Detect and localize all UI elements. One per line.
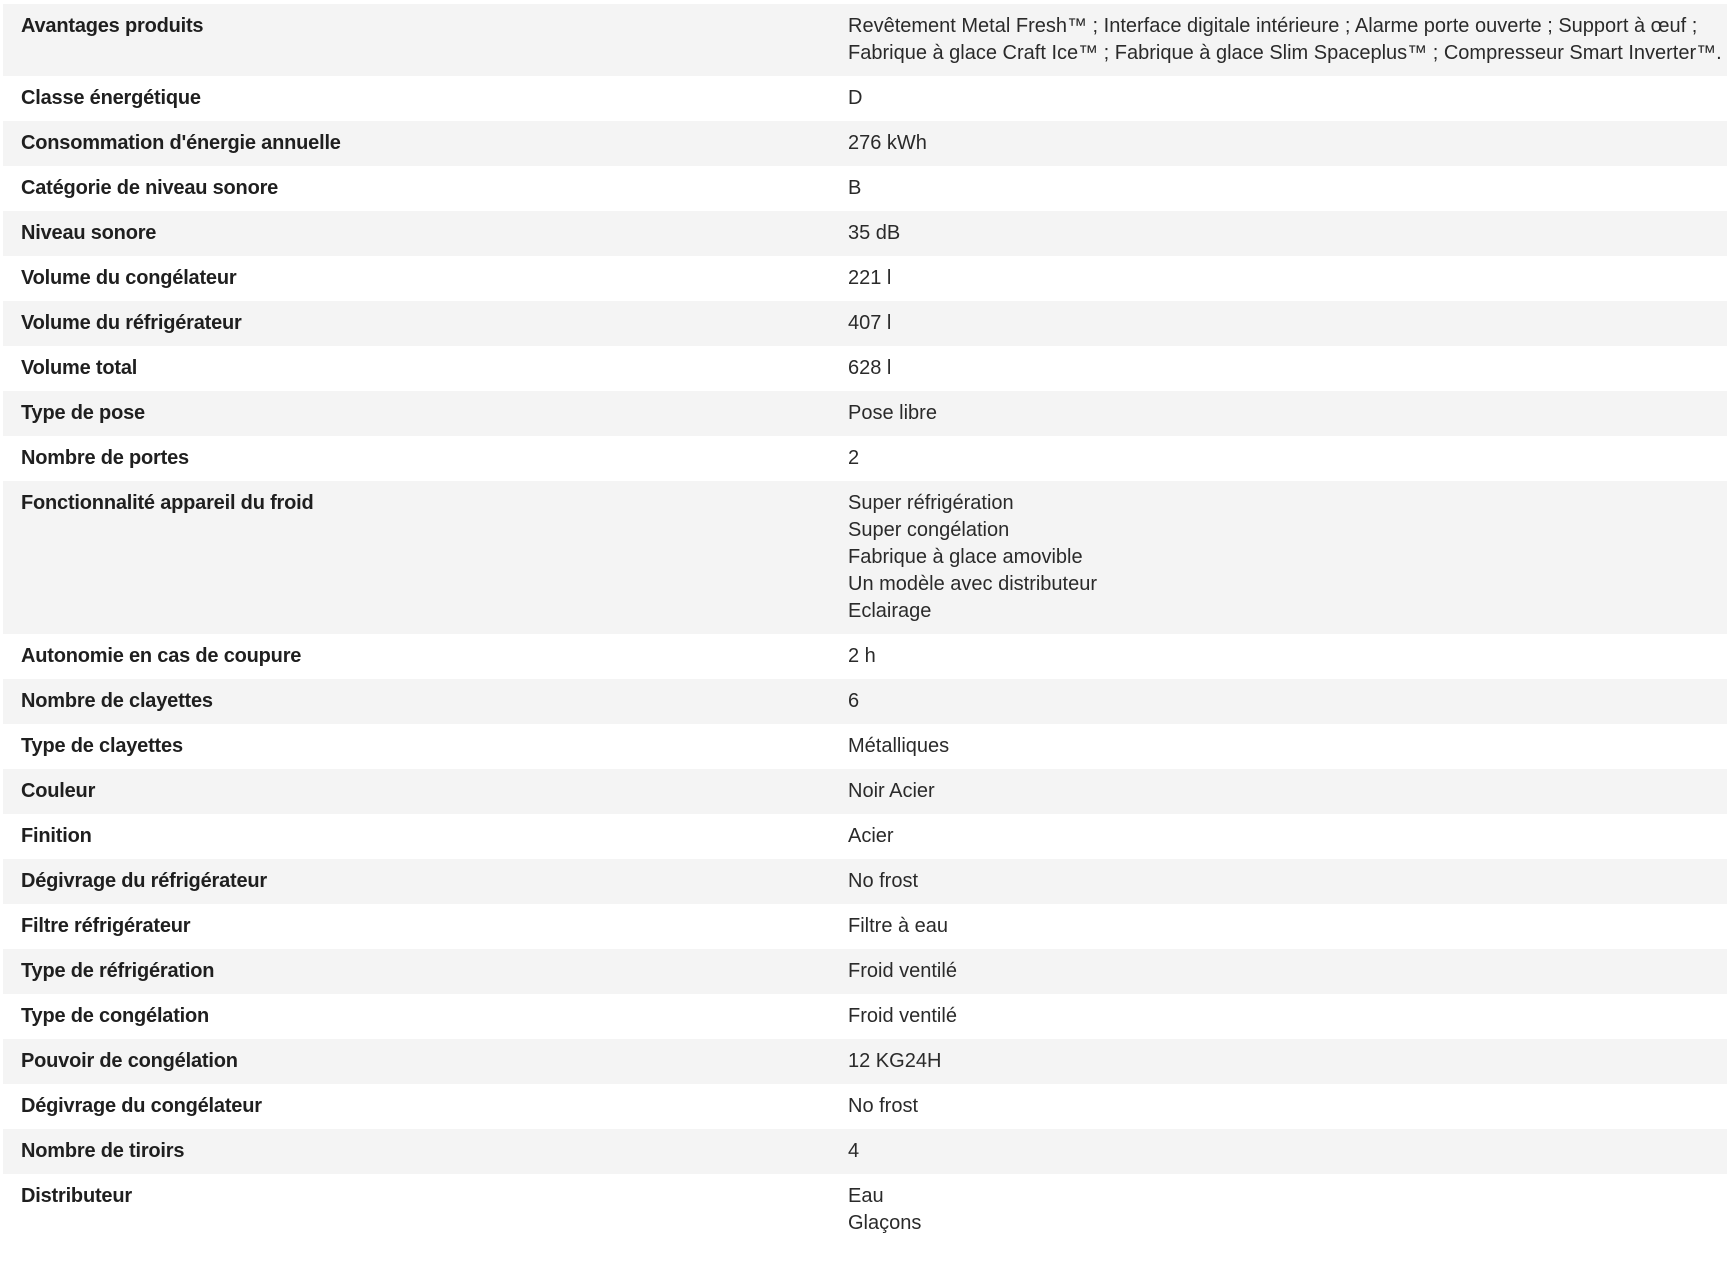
spec-value: 221 l (848, 267, 892, 289)
spec-row-nombre-de-tiroirs (3, 1129, 1727, 1174)
spec-value: Noir Acier (848, 780, 935, 802)
spec-row-categorie-niveau-sonore (3, 166, 1727, 211)
spec-label: Type de congélation (21, 1005, 210, 1027)
spec-value: Pose libre (848, 402, 937, 424)
spec-row-classe-energetique (3, 76, 1727, 121)
spec-row-nombre-de-portes (3, 436, 1727, 481)
spec-row-degivrage-refrigerateur (3, 859, 1727, 904)
spec-value: Acier (848, 825, 894, 847)
spec-label: Distributeur (21, 1185, 132, 1207)
spec-label: Pouvoir de congélation (21, 1050, 238, 1072)
spec-value: Eau Glaçons (848, 1185, 922, 1234)
spec-label: Type de réfrigération (21, 960, 215, 982)
spec-label: Couleur (21, 780, 96, 802)
spec-row-autonomie-coupure (3, 634, 1727, 679)
spec-row-volume-total (3, 346, 1727, 391)
spec-value: 2 (848, 447, 860, 469)
spec-value: 12 KG24H (848, 1050, 942, 1072)
spec-row-type-de-clayettes (3, 724, 1727, 769)
spec-label: Classe énergétique (21, 87, 201, 109)
spec-row-volume-congelateur (3, 256, 1727, 301)
spec-row-pouvoir-de-congelation (3, 1039, 1727, 1084)
spec-value: D (848, 87, 863, 109)
spec-value: 4 (848, 1140, 860, 1162)
spec-value: Super réfrigération Super congélation Fabrique à glace amovible Un modèle avec distributeur Eclairage (848, 492, 1098, 622)
spec-value: Revêtement Metal Fresh™ ; Interface digitale intérieure ; Alarme porte ouverte ; Support à œuf ; Fabrique à glace Craft Ice™ ; Fabrique à glace Slim Spaceplus™ ; Compresseur Smart Inverter™. (848, 15, 1722, 64)
spec-value: 6 (848, 690, 860, 712)
spec-value: Métalliques (848, 735, 950, 757)
spec-label: Volume du réfrigérateur (21, 312, 242, 334)
spec-value: Filtre à eau (848, 915, 949, 937)
spec-table (3, 4, 1727, 1246)
spec-label: Volume total (21, 357, 138, 379)
spec-label: Fonctionnalité appareil du froid (21, 492, 314, 514)
spec-value: Froid ventilé (848, 960, 957, 982)
spec-row-consommation-energie (3, 121, 1727, 166)
spec-label: Finition (21, 825, 92, 847)
spec-row-finition (3, 814, 1727, 859)
spec-label: Nombre de tiroirs (21, 1140, 185, 1162)
spec-row-type-de-congelation (3, 994, 1727, 1039)
spec-value: Froid ventilé (848, 1005, 957, 1027)
spec-row-avantages-produits (3, 4, 1727, 76)
spec-row-filtre-refrigerateur (3, 904, 1727, 949)
spec-value: No frost (848, 870, 919, 892)
spec-label: Type de clayettes (21, 735, 183, 757)
spec-row-type-de-refrigeration (3, 949, 1727, 994)
spec-row-niveau-sonore (3, 211, 1727, 256)
spec-row-couleur (3, 769, 1727, 814)
spec-value: 628 l (848, 357, 892, 379)
spec-label: Type de pose (21, 402, 145, 424)
spec-label: Nombre de portes (21, 447, 189, 469)
spec-label: Filtre réfrigérateur (21, 915, 191, 937)
spec-row-degivrage-congelateur (3, 1084, 1727, 1129)
spec-label: Catégorie de niveau sonore (21, 177, 279, 199)
spec-label: Volume du congélateur (21, 267, 237, 289)
spec-label: Autonomie en cas de coupure (21, 645, 302, 667)
spec-row-fonctionnalite-froid (3, 481, 1727, 634)
spec-value: 2 h (848, 645, 876, 667)
spec-value: 35 dB (848, 222, 901, 244)
spec-row-nombre-de-clayettes (3, 679, 1727, 724)
spec-label: Nombre de clayettes (21, 690, 213, 712)
spec-value: B (848, 177, 862, 199)
spec-row-volume-refrigerateur (3, 301, 1727, 346)
spec-row-type-de-pose (3, 391, 1727, 436)
spec-value: No frost (848, 1095, 919, 1117)
spec-label: Niveau sonore (21, 222, 157, 244)
spec-label: Dégivrage du congélateur (21, 1095, 262, 1117)
spec-label: Consommation d'énergie annuelle (21, 132, 341, 154)
spec-label: Avantages produits (21, 15, 204, 37)
spec-value: 407 l (848, 312, 892, 334)
spec-row-distributeur (3, 1174, 1727, 1246)
spec-value: 276 kWh (848, 132, 927, 154)
spec-label: Dégivrage du réfrigérateur (21, 870, 267, 892)
